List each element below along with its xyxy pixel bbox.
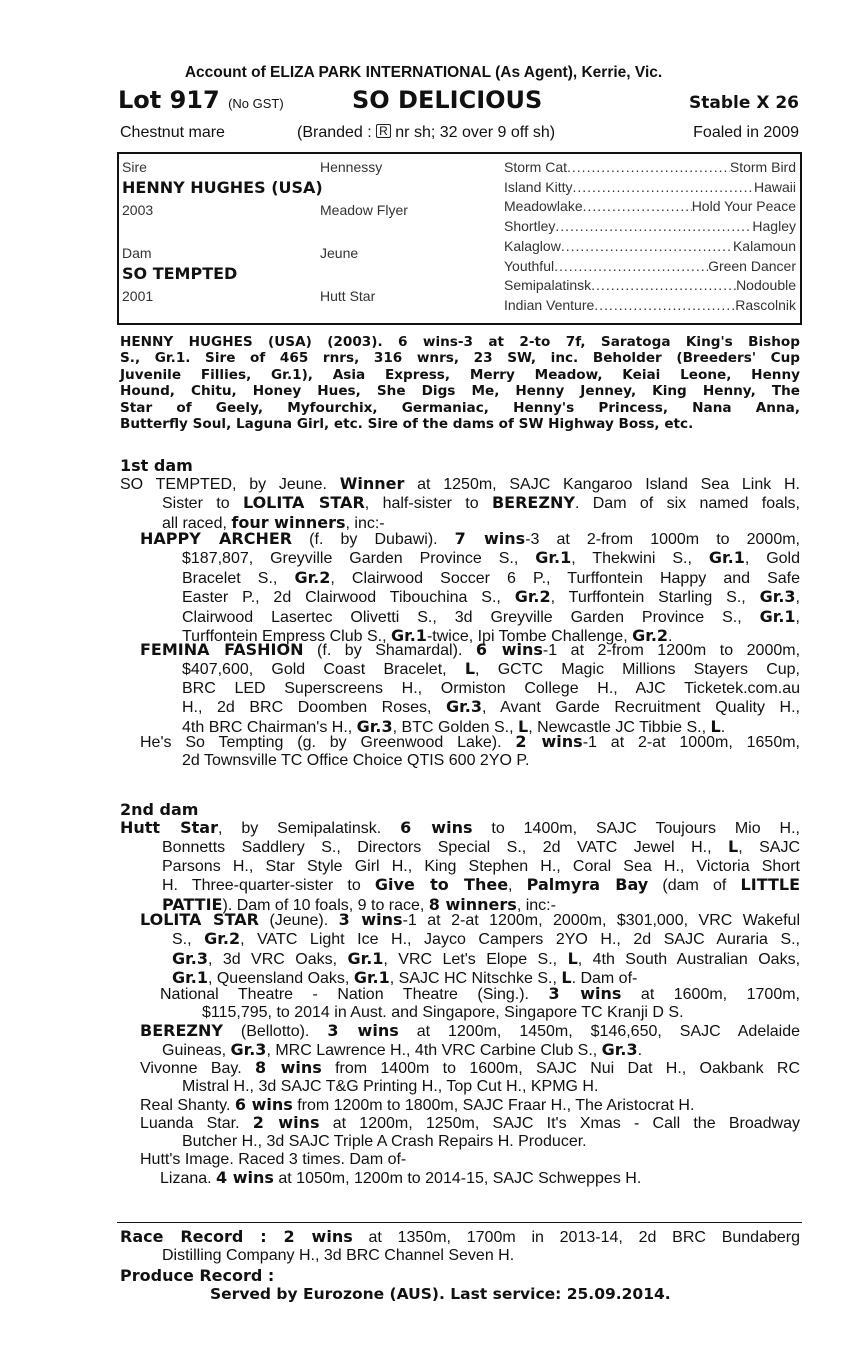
entry-line: BRC LED Superscreens H., Ormiston College H., AJC Ticketek.com.au: [182, 679, 800, 697]
ancestor-sire: Green Dancer: [708, 257, 796, 274]
entry-line: Bracelet S., Gr.2, Clairwood Soccer 6 P., Turffontein Happy and Safe: [182, 567, 801, 587]
sire-summary: [120, 334, 800, 432]
luanda-star-entry: [140, 1114, 800, 1152]
ancestor-name: Youthful: [504, 257, 555, 274]
entry-line: SO TEMPTED, by Jeune. Winner at 1250m, SAJC Kangaroo Island Sea Link H.: [120, 474, 801, 493]
hutts-image-entry: [140, 1151, 800, 1169]
entry-line: Luanda Star. 2 wins at 1200m, 1250m, SAJC It's Xmas - Call the Broadway: [140, 1113, 800, 1132]
entry-line: Butcher H., 3d SAJC Triple A Crash Repairs H. Producer.: [182, 1133, 587, 1151]
ancestor-row: [504, 197, 796, 217]
entry-line: Vivonne Bay. 8 wins from 1400m to 1600m, SAJC Nui Dat H., Oakbank RC: [140, 1058, 800, 1077]
entry-line: Bonnetts Saddlery S., Directors Special S., 2d VATC Jewel H., L, SAJC: [162, 837, 800, 857]
entry-line: Parsons H., Star Style Girl H., King Stephen H., Coral Sea H., Victoria Short: [162, 857, 800, 875]
entry-line: $115,795, to 2014 in Aust. and Singapore, Singapore TC Kranji D S.: [202, 1004, 684, 1022]
lolita-star-entry: [140, 911, 800, 989]
sire-line: Star of Geely, Myfourchix, Germaniac, Henny's Princess, Nana Anna,: [120, 399, 800, 416]
entry-line: Turffontein Empress Club S., Gr.1-twice, Ipi Tombe Challenge, Gr.2.: [182, 626, 673, 646]
ancestor-name: Island Kitty: [504, 178, 573, 195]
entry-line: Hutt's Image. Raced 3 times. Dam of-: [140, 1151, 407, 1168]
sire-line: HENNY HUGHES (USA) (2003). 6 wins-3 at 2-to 7f, Saratoga King's Bishop: [120, 334, 800, 350]
horse-sex: Chestnut mare: [120, 124, 225, 141]
ancestor-name: Kalaglow: [504, 237, 561, 254]
ancestor-sire: Nodouble: [736, 277, 796, 294]
sire-line: Hound, Chitu, Honey Hues, She Digs Me, Henny Jenney, King Henny, The: [120, 383, 800, 400]
divider-rule: [117, 1222, 802, 1223]
vendor-account: Account of ELIZA PARK INTERNATIONAL (As Agent), Kerrie, Vic.: [184, 64, 663, 81]
horse-name: SO DELICIOUS: [352, 86, 543, 114]
entry-line: S., Gr.2, VATC Light Ice H., Jayco Campers 2YO H., 2d SAJC Auraria S.,: [172, 929, 801, 949]
berezny-entry: [140, 1022, 800, 1061]
entry-line: BEREZNY (Bellotto). 3 wins at 1200m, 1450m, $146,650, SAJC Adelaide: [140, 1021, 801, 1040]
ancestor-sire: Hold Your Peace: [691, 198, 796, 215]
national-theatre-entry: [160, 985, 800, 1023]
entry-line: National Theatre - Nation Theatre (Sing.). 3 wins at 1600m, 1700m,: [160, 984, 800, 1003]
entry-line: Race Record : 2 wins at 1350m, 1700m in 2013-14, 2d BRC Bundaberg: [120, 1227, 800, 1246]
entry-line: $407,600, Gold Coast Bracelet, L, GCTC Magic Millions Stayers Cup,: [182, 659, 800, 679]
entry-line: Mistral H., 3d SAJC T&G Printing H., Top Cut H., KPMG H.: [182, 1078, 599, 1096]
entry-line: Distilling Company H., 3d BRC Channel Seven H.: [162, 1247, 515, 1265]
served-note: Served by Eurozone (AUS). Last service: 25.09.2014.: [210, 1285, 671, 1303]
entry-line: 2d Townsville TC Office Choice QTIS 600 2YO P.: [182, 752, 530, 770]
entry-line: Gr.1, Queensland Oaks, Gr.1, SAJC HC Nitschke S., L. Dam of-: [172, 968, 638, 988]
sire-line: S., Gr.1. Sire of 465 rnrs, 316 wnrs, 23 SW, inc. Beholder (Breeders' Cup: [120, 350, 800, 367]
entry-line: Hutt Star, by Semipalatinsk. 6 wins to 1400m, SAJC Toujours Mio H.,: [120, 818, 800, 837]
entry-line: He's So Tempting (g. by Greenwood Lake). 2 wins-1 at 2-at 1000m, 1650m,: [140, 732, 800, 751]
gst-note: (No GST): [228, 96, 284, 111]
ancestor-row: [504, 217, 796, 237]
lizana-entry: [160, 1169, 800, 1188]
dam-name: SO TEMPTED: [122, 264, 238, 283]
ancestor-name: Shortley: [504, 218, 556, 235]
vivonne-bay-entry: [140, 1059, 800, 1097]
entry-line: FEMINA FASHION (f. by Shamardal). 6 wins-1 at 2-from 1200m to 2000m,: [140, 640, 801, 659]
brand-description: (Branded : R nr sh; 32 over 9 off sh): [297, 124, 556, 141]
entry-line: Sister to LOLITA STAR, half-sister to BEREZNY. Dam of six named foals,: [162, 493, 800, 513]
entry-line: Clairwood Lasertec Olivetti S., 3d Greyville Garden Province S., Gr.1,: [182, 606, 800, 626]
femina-fashion-entry: [140, 641, 800, 737]
ancestor-name: Indian Venture: [504, 296, 595, 313]
entry-line: 4th BRC Chairman's H., Gr.3, BTC Golden S., L, Newcastle JC Tibbie S., L.: [182, 716, 726, 736]
ancestor-name: Semipalatinsk: [504, 277, 592, 294]
entry-line: Gr.3, 3d VRC Oaks, Gr.1, VRC Let's Elope S., L, 4th South Australian Oaks,: [172, 948, 801, 968]
sire-year: 2003: [122, 202, 154, 218]
dam-year: 2001: [122, 288, 154, 304]
ancestor-row: [504, 158, 796, 178]
ancestor-row: [504, 276, 796, 296]
sire-sire: Hennessy: [320, 159, 383, 175]
entry-line: HAPPY ARCHER (f. by Dubawi). 7 wins-3 at 2-from 1000m to 2000m,: [140, 529, 801, 548]
ancestor-row: [504, 296, 796, 316]
entry-line: Easter P., 2d Clairwood Tibouchina S., Gr.2, Turffontein Starling S., Gr.3,: [182, 587, 800, 607]
lot-number: Lot 917 (No GST): [118, 86, 284, 114]
ancestor-row: [504, 257, 796, 277]
hes-so-tempting-entry: [140, 733, 800, 771]
first-dam-entry: [120, 475, 800, 533]
foaled-year: Foaled in 2009: [693, 124, 799, 141]
dam-sire: Jeune: [320, 245, 359, 261]
dam-label: Dam: [122, 245, 152, 261]
sire-dam: Meadow Flyer: [320, 202, 408, 218]
entry-line: Lizana. 4 wins at 1050m, 1200m to 2014-15, SAJC Schweppes H.: [160, 1168, 642, 1187]
ancestor-sire: Storm Bird: [729, 159, 796, 175]
sire-line: Juvenile Fillies, Gr.1), Asia Express, Merry Meadow, Keiai Leone, Henny: [120, 366, 800, 383]
hutt-star-entry: [120, 819, 800, 915]
first-dam-heading: 1st dam: [120, 456, 193, 475]
brand-icon: R: [376, 124, 391, 138]
happy-archer-entry: [140, 530, 800, 646]
entry-line: LOLITA STAR (Jeune). 3 wins-1 at 2-at 1200m, 2000m, $301,000, VRC Wakeful: [140, 910, 801, 929]
entry-line: H. Three-quarter-sister to Give to Thee, Palmyra Bay (dam of LITTLE: [162, 875, 801, 895]
ancestor-row: [504, 237, 796, 257]
entry-line: H., 2d BRC Doomben Roses, Gr.3, Avant Garde Recruitment Quality H.,: [182, 697, 800, 717]
entry-line: all raced, four winners, inc:-: [162, 512, 385, 532]
ancestor-name: Meadowlake: [504, 198, 583, 215]
ancestor-row: [504, 178, 796, 198]
ancestor-sire: Kalamoun: [732, 237, 796, 254]
sire-line: Butterfly Soul, Laguna Girl, etc. Sire of the dams of SW Highway Boss, etc.: [120, 416, 694, 433]
ancestor-name: Storm Cat: [504, 159, 568, 175]
produce-record-heading: Produce Record :: [120, 1266, 275, 1285]
dam-dam: Hutt Star: [320, 288, 376, 304]
second-dam-heading: 2nd dam: [120, 800, 199, 819]
race-record: [120, 1228, 800, 1266]
sire-label: Sire: [122, 159, 147, 175]
ancestor-sire: Hawaii: [753, 178, 796, 195]
real-shanty-entry: [140, 1096, 800, 1115]
ancestor-sire: Hagley: [752, 218, 796, 235]
entry-line: PATTIE). Dam of 10 foals, 9 to race, 8 winners, inc:-: [162, 894, 556, 914]
entry-line: Guineas, Gr.3, MRC Lawrence H., 4th VRC Carbine Club S., Gr.3.: [162, 1040, 643, 1060]
stable-number: Stable X 26: [689, 93, 799, 113]
sire-name: HENNY HUGHES (USA): [122, 178, 323, 197]
entry-line: Real Shanty. 6 wins from 1200m to 1800m, SAJC Fraar H., The Aristocrat H.: [140, 1095, 695, 1114]
entry-line: $187,807, Greyville Garden Province S., Gr.1, Thekwini S., Gr.1, Gold: [182, 548, 801, 568]
ancestor-sire: Rascolnik: [735, 296, 796, 313]
pedigree-table: [117, 152, 802, 325]
